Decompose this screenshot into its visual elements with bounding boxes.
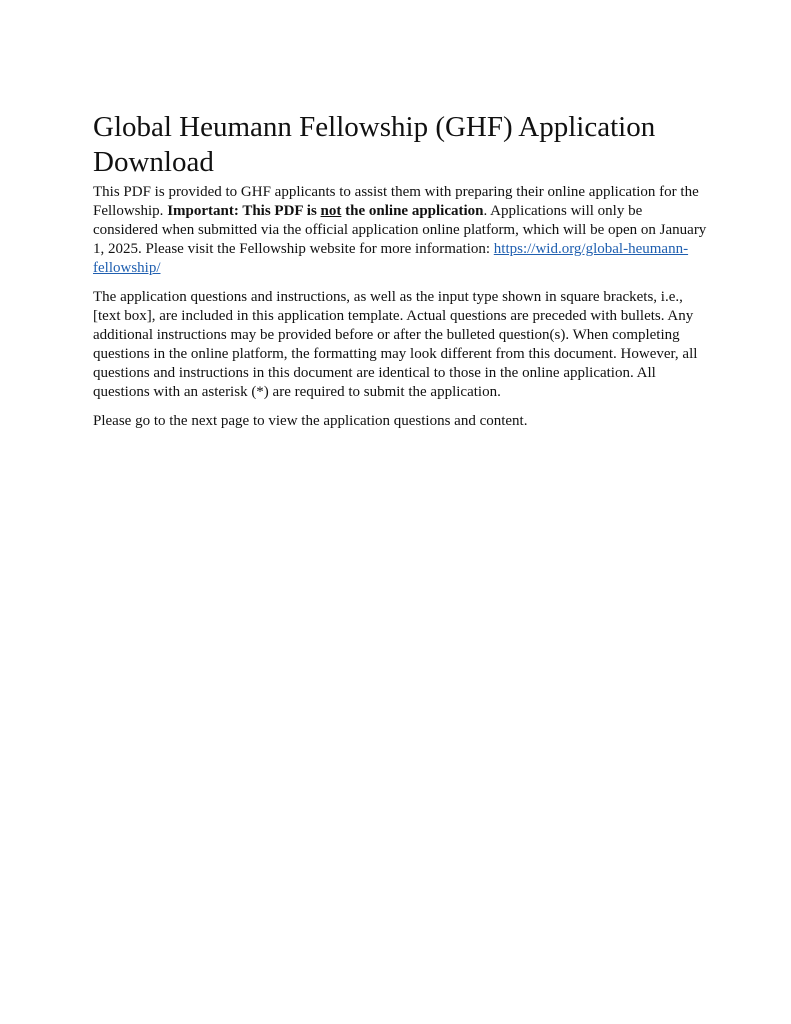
instructions-paragraph: The application questions and instructions, as well as the input type shown in square brackets, i.e., [text box], are included in this application template. Actual questions are preceded with bullets. Any additional instructions may be provided before or after the bulleted question(s). When completing questions in the online platform, the formatting may look different from this document. However, all questions and instructions in this document are identical to those in the online application. All questions with an asterisk (*) are required to submit the application. (93, 289, 698, 400)
intro-paragraph (93, 183, 708, 278)
document-content (93, 110, 708, 441)
document-title: Global Heumann Fellowship (GHF) Application Download (93, 111, 656, 178)
important-notice-text: Important: This PDF is (167, 203, 321, 219)
fellowship-website-link[interactable]: https://wid.org/global-heumann-fellowship/ (93, 241, 689, 276)
intro-text-start: This PDF is provided to GHF applicants to assist them with preparing their online application for the Fellowship. (93, 184, 699, 219)
important-notice (167, 203, 483, 219)
next-page-paragraph: Please go to the next page to view the application questions and content. (93, 413, 528, 429)
intro-text-end: . Applications will only be considered when submitted via the official application online platform, which will be open on January 1, 2025. Please visit the Fellowship website for more information: (93, 203, 707, 257)
not-emphasis: not (320, 203, 342, 219)
important-notice-end: the online application (341, 203, 484, 219)
